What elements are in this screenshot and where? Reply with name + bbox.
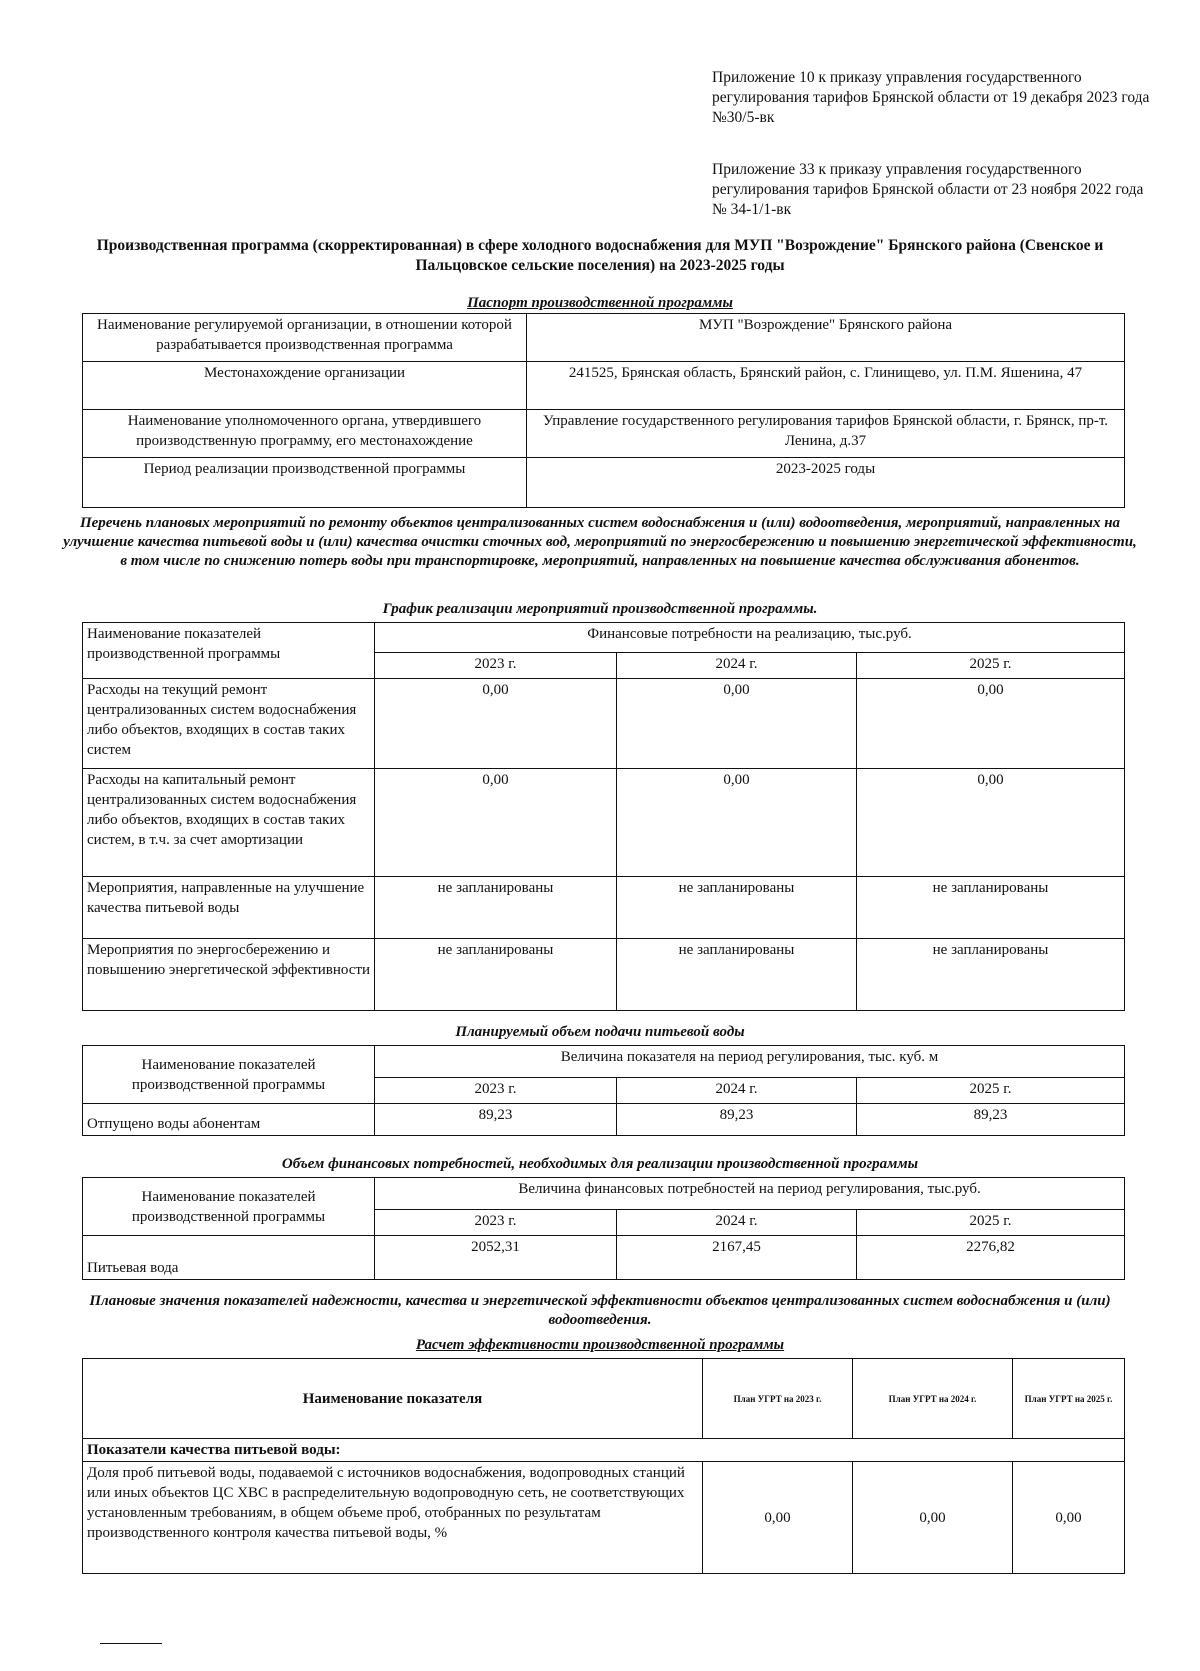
measure-value: 0,00 xyxy=(857,679,1125,769)
indicators-col0-header: Наименование показателя xyxy=(83,1359,703,1439)
year-header: 2025 г. xyxy=(857,1078,1125,1104)
measures-row xyxy=(83,679,1125,769)
measures-row xyxy=(83,939,1125,1011)
supply-col0-header: Наименование показателей производственной программы xyxy=(83,1046,375,1104)
finance-row xyxy=(83,1236,1125,1280)
year-header: 2023 г. xyxy=(375,1078,617,1104)
supply-value: 89,23 xyxy=(617,1104,857,1136)
supply-table xyxy=(82,1045,1125,1136)
supply-heading: Планируемый объем подачи питьевой воды xyxy=(455,1024,745,1040)
passport-label: Наименование уполномоченного органа, утвердившего производственную программу, его местонахождение xyxy=(83,410,527,458)
supply-value: 89,23 xyxy=(375,1104,617,1136)
indicator-value: 0,00 xyxy=(1013,1462,1125,1574)
passport-label: Наименование регулируемой организации, в отношении которой разрабатывается производственная программа xyxy=(83,314,527,362)
indicators-section-row xyxy=(83,1439,1125,1462)
measure-value: 0,00 xyxy=(375,769,617,877)
passport-row xyxy=(83,410,1125,458)
plan-header: План УГРТ на 2024 г. xyxy=(853,1359,1013,1439)
measure-value: не запланированы xyxy=(375,939,617,1011)
indicators-row xyxy=(83,1462,1125,1574)
year-header: 2025 г. xyxy=(857,1210,1125,1236)
measure-value: 0,00 xyxy=(617,679,857,769)
measure-value: 0,00 xyxy=(617,769,857,877)
finance-label: Питьевая вода xyxy=(83,1236,375,1280)
measures-col0-header: Наименование показателей производственной программы xyxy=(83,623,375,679)
measure-value: не запланированы xyxy=(617,877,857,939)
indicator-label: Доля проб питьевой воды, подаваемой с источников водоснабжения, водопроводных станций или иных объектов ЦС ХВС в распределительную водопроводную сеть, не соответствующих установленным требованиям, в общем объеме проб, отобранных по результатам производственного контроля качества питьевой воды, % xyxy=(83,1462,703,1574)
indicators-subheading: Расчет эффективности производственной программы xyxy=(415,1337,785,1353)
finance-heading: Объем финансовых потребностей, необходимых для реализации производственной программы xyxy=(281,1156,919,1172)
measures-subheading: График реализации мероприятий производственной программы. xyxy=(382,601,818,617)
plan-header: План УГРТ на 2023 г. xyxy=(703,1359,853,1439)
measure-value: не запланированы xyxy=(857,877,1125,939)
passport-value: 241525, Брянская область, Брянский район, с. Глинищево, ул. П.М. Яшенина, 47 xyxy=(527,362,1125,410)
measures-group-header: Финансовые потребности на реализацию, тыс.руб. xyxy=(375,623,1125,653)
passport-row xyxy=(83,458,1125,508)
supply-group-header: Величина показателя на период регулирования, тыс. куб. м xyxy=(375,1046,1125,1078)
passport-table xyxy=(82,313,1125,508)
finance-value: 2276,82 xyxy=(857,1236,1125,1280)
measures-row xyxy=(83,769,1125,877)
supply-row xyxy=(83,1104,1125,1136)
indicators-heading: Плановые значения показателей надежности, качества и энергетической эффективности объектов централизованных систем водоснабжения и (или) водоотведения. xyxy=(89,1293,1111,1328)
measure-label: Мероприятия, направленные на улучшение качества питьевой воды xyxy=(83,877,375,939)
measure-value: не запланированы xyxy=(375,877,617,939)
year-header: 2025 г. xyxy=(857,653,1125,679)
passport-row xyxy=(83,362,1125,410)
indicators-table xyxy=(82,1358,1125,1574)
footer-rule xyxy=(100,1643,162,1644)
passport-label: Местонахождение организации xyxy=(83,362,527,410)
indicators-header-row xyxy=(83,1359,1125,1439)
finance-value: 2052,31 xyxy=(375,1236,617,1280)
finance-table xyxy=(82,1177,1125,1280)
annex-note-2: Приложение 33 к приказу управления государственного регулирования тарифов Брянской области от 23 ноября 2022 года № 34-1/1-вк xyxy=(712,161,1144,218)
measures-row xyxy=(83,877,1125,939)
year-header: 2023 г. xyxy=(375,653,617,679)
plan-header: План УГРТ на 2025 г. xyxy=(1013,1359,1125,1439)
measure-label: Расходы на капитальный ремонт централизованных систем водоснабжения либо объектов, входящих в состав таких систем, в т.ч. за счет амортизации xyxy=(83,769,375,877)
indicator-value: 0,00 xyxy=(703,1462,853,1574)
supply-label: Отпущено воды абонентам xyxy=(83,1104,375,1136)
finance-header-row xyxy=(83,1178,1125,1210)
passport-row xyxy=(83,314,1125,362)
measure-value: не запланированы xyxy=(617,939,857,1011)
measures-table xyxy=(82,622,1125,1011)
annex-note-1: Приложение 10 к приказу управления государственного регулирования тарифов Брянской области от 19 декабря 2023 года №30/5-вк xyxy=(712,69,1150,126)
measure-value: не запланированы xyxy=(857,939,1125,1011)
measures-heading: Перечень плановых мероприятий по ремонту объектов централизованных систем водоснабжения и (или) водоотведения, мероприятий, направленных на улучшение качества питьевой воды и (или) качества очистки сточных вод, мероприятий по энергосбережению и повышению энергетической эффективности, в том числе по снижению потерь воды при транспортировке, мероприятий, направленных на повышение качества обслуживания абонентов. xyxy=(63,515,1137,569)
supply-header-row xyxy=(83,1046,1125,1078)
year-header: 2024 г. xyxy=(617,1210,857,1236)
year-header: 2024 г. xyxy=(617,653,857,679)
supply-value: 89,23 xyxy=(857,1104,1125,1136)
passport-value: МУП "Возрождение" Брянского района xyxy=(527,314,1125,362)
measure-value: 0,00 xyxy=(857,769,1125,877)
indicator-value: 0,00 xyxy=(853,1462,1013,1574)
passport-value: Управление государственного регулирования тарифов Брянской области, г. Брянск, пр-т. Ленина, д.37 xyxy=(527,410,1125,458)
year-header: 2023 г. xyxy=(375,1210,617,1236)
finance-group-header: Величина финансовых потребностей на период регулирования, тыс.руб. xyxy=(375,1178,1125,1210)
measures-header-row xyxy=(83,623,1125,653)
document-title: Производственная программа (скорректированная) в сфере холодного водоснабжения для МУП "Возрождение" Брянского района (Свенское и Пальцовское сельские поселения) на 2023-2025 годы xyxy=(96,237,1104,274)
passport-label: Период реализации производственной программы xyxy=(83,458,527,508)
measure-label: Расходы на текущий ремонт централизованных систем водоснабжения либо объектов, входящих в состав таких систем xyxy=(83,679,375,769)
passport-heading: Паспорт производственной программы xyxy=(467,295,733,311)
year-header: 2024 г. xyxy=(617,1078,857,1104)
passport-value: 2023-2025 годы xyxy=(527,458,1125,508)
indicators-section-label: Показатели качества питьевой воды: xyxy=(83,1439,1125,1462)
finance-col0-header: Наименование показателей производственной программы xyxy=(83,1178,375,1236)
measure-value: 0,00 xyxy=(375,679,617,769)
measure-label: Мероприятия по энергосбережению и повышению энергетической эффективности xyxy=(83,939,375,1011)
finance-value: 2167,45 xyxy=(617,1236,857,1280)
